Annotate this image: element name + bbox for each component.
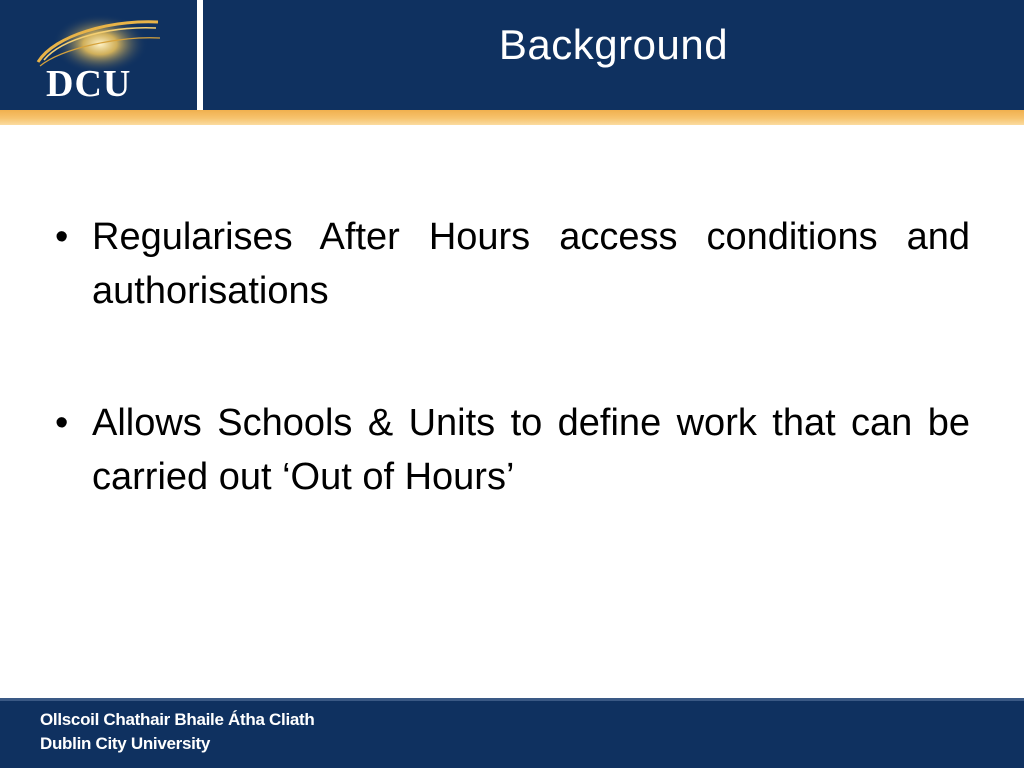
slide-title-text: Background bbox=[498, 21, 729, 68]
bullet-item bbox=[55, 210, 970, 318]
footer-divider bbox=[0, 698, 1024, 701]
footer-english-name: Dublin City University bbox=[40, 734, 211, 753]
slide-title bbox=[203, 0, 1024, 110]
svg-text:DCU: DCU bbox=[46, 63, 132, 105]
slide-body bbox=[55, 210, 970, 582]
bullet-text: Regularises After Hours access conditions and authorisations bbox=[92, 216, 970, 312]
slide-footer bbox=[0, 698, 1024, 768]
dcu-logo bbox=[0, 0, 197, 110]
bullet-item bbox=[55, 396, 970, 504]
footer-irish-name: Ollscoil Chathair Bhaile Átha Cliath bbox=[40, 710, 315, 729]
bullet-marker: • bbox=[55, 216, 69, 258]
bullet-marker: • bbox=[55, 402, 69, 444]
slide-header bbox=[0, 0, 1024, 110]
gold-accent-bar bbox=[0, 110, 1024, 125]
bullet-text: Allows Schools & Units to define work that can be carried out ‘Out of Hours’ bbox=[92, 402, 970, 498]
dcu-logo-icon bbox=[0, 0, 197, 110]
